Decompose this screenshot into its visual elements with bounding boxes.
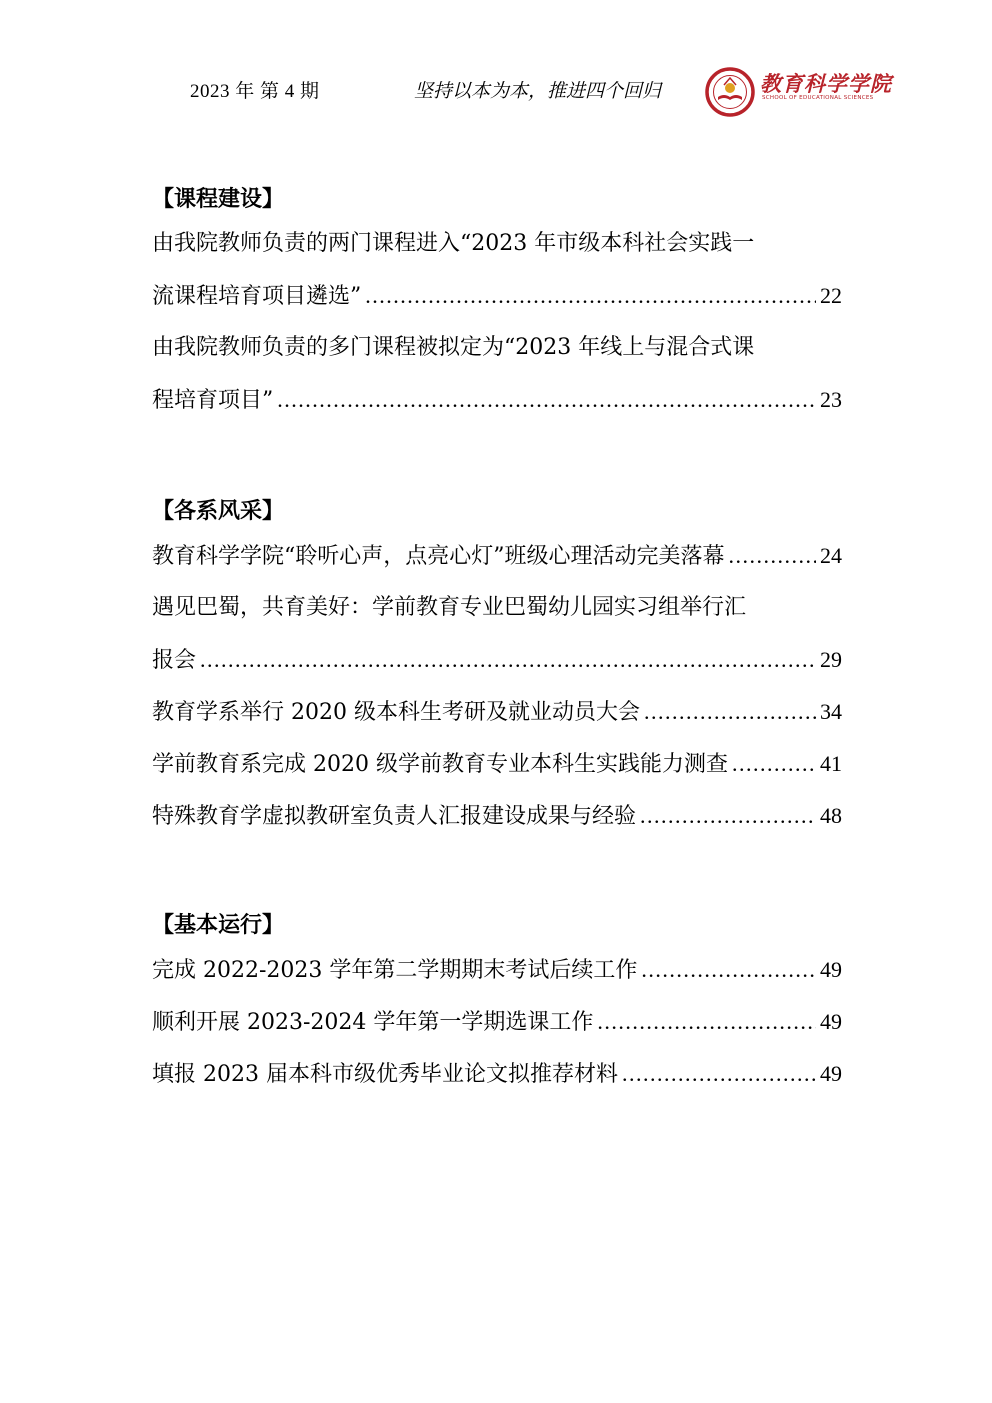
section-department-highlights [152, 494, 842, 842]
entry-title-line2: 程培育项目” [152, 388, 274, 413]
toc-entry[interactable] [152, 738, 842, 790]
leader-dots [644, 686, 816, 738]
toc-entry[interactable] [152, 582, 842, 686]
issue-number: 2023 年 第 4 期 [190, 81, 320, 102]
toc-entry[interactable] [152, 530, 842, 582]
entry-title: 填报 2023 届本科市级优秀毕业论文拟推荐材料 [152, 1062, 618, 1087]
page-number: 24 [820, 543, 842, 568]
page-number: 34 [820, 699, 842, 724]
leader-dots [200, 634, 816, 686]
entry-title: 教育学系举行 2020 级本科生考研及就业动员大会 [152, 700, 640, 725]
logo-subtitle: SCHOOL OF EDUCATIONAL SCIENCES [762, 95, 874, 101]
entry-title: 学前教育系完成 2020 级学前教育专业本科生实践能力测查 [152, 752, 728, 777]
page-number: 41 [820, 751, 842, 776]
page-header [0, 72, 992, 112]
section-course-construction [152, 182, 842, 426]
entry-title-line2: 流课程培育项目遴选” [152, 284, 362, 309]
toc-entry[interactable] [152, 322, 842, 426]
toc-entry[interactable] [152, 1048, 842, 1100]
page-number: 48 [820, 803, 842, 828]
entry-title-line2: 报会 [152, 648, 197, 673]
page-number: 29 [820, 647, 842, 672]
page-number: 49 [820, 1061, 842, 1086]
entry-title-line1: 由我院教师负责的两门课程进入“2023 年市级本科社会实践一 [152, 231, 755, 256]
entry-title: 完成 2022-2023 学年第二学期期末考试后续工作 [152, 958, 638, 983]
leader-dots [277, 374, 816, 426]
page-number: 22 [820, 283, 842, 308]
toc-entry[interactable] [152, 944, 842, 996]
entry-title-line1: 由我院教师负责的多门课程被拟定为“2023 年线上与混合式课 [152, 335, 755, 360]
logo-name: 教育科学学院 [760, 71, 892, 96]
entry-title: 教育科学学院“聆听心声，点亮心灯”班级心理活动完美落幕 [152, 544, 725, 569]
entry-title: 顺利开展 2023-2024 学年第一学期选课工作 [152, 1010, 594, 1035]
toc-entry[interactable] [152, 996, 842, 1048]
leader-dots [365, 270, 816, 322]
leader-dots [729, 530, 817, 582]
leader-dots [640, 790, 816, 842]
entry-title-line1: 遇见巴蜀，共育美好：学前教育专业巴蜀幼儿园实习组举行汇 [152, 595, 747, 620]
toc-entry[interactable] [152, 218, 842, 322]
leader-dots [641, 944, 816, 996]
page-number: 23 [820, 387, 842, 412]
header-motto: 坚持以本为本，推进四个回归 [414, 80, 662, 102]
leader-dots [732, 738, 816, 790]
school-emblem-icon [704, 66, 756, 118]
leader-dots [597, 996, 816, 1048]
section-title: 【课程建设】 [152, 187, 285, 212]
page-number: 49 [820, 1009, 842, 1034]
toc-entry[interactable] [152, 686, 842, 738]
school-logo [704, 66, 892, 116]
leader-dots [622, 1048, 816, 1100]
toc-entry[interactable] [152, 790, 842, 842]
section-basic-operations [152, 908, 842, 1100]
entry-title: 特殊教育学虚拟教研室负责人汇报建设成果与经验 [152, 804, 637, 829]
section-title: 【各系风采】 [152, 499, 285, 524]
page-number: 49 [820, 957, 842, 982]
section-title: 【基本运行】 [152, 913, 285, 938]
